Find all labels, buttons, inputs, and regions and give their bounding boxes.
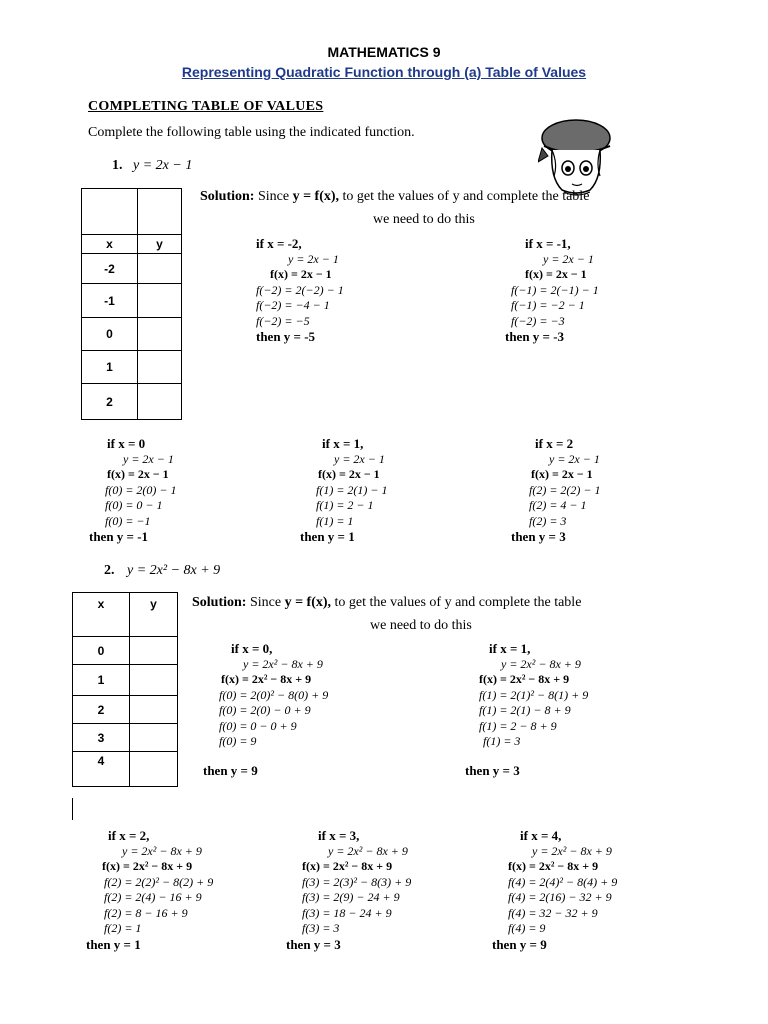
step-line: f(0) = −1	[105, 513, 151, 528]
step-line: f(2) = 4 − 1	[529, 498, 587, 512]
table-cell-x: 4	[73, 752, 130, 787]
step-line: f(3) = 2(3)² − 8(3) + 9	[302, 874, 412, 889]
problem1-step-block	[505, 236, 599, 345]
table-header-y: y	[138, 235, 182, 254]
problem2-step-block	[203, 641, 328, 778]
solution-text: to get the values of y and complete the table	[342, 189, 590, 204]
step-line: y = 2x² − 8x + 9	[501, 656, 581, 671]
step-result: then y = 1	[86, 936, 141, 952]
solution-label: Solution:	[192, 595, 247, 610]
step-line: f(0) = 0 − 1	[105, 498, 163, 512]
table-cell-y	[130, 637, 178, 665]
step-line: f(x) = 2x² − 8x + 9	[302, 859, 393, 873]
table-cell-y	[130, 752, 178, 787]
step-line: y = 2x² − 8x + 9	[532, 843, 612, 858]
instruction-text: Complete the following table using the indicated function.	[88, 125, 415, 140]
step-line: y = 2x − 1	[334, 451, 385, 466]
solution-text: Since	[257, 189, 290, 204]
problem1-label: 1.	[112, 158, 123, 173]
step-line: f(2) = 2(2) − 1	[529, 482, 601, 497]
problem1-step-block	[89, 436, 177, 545]
table-cell-x: 2	[73, 696, 130, 724]
problem2-step-block	[86, 828, 213, 952]
table-cell-y	[138, 384, 182, 420]
solution-equation: y = f(x),	[292, 189, 340, 204]
document-title: MATHEMATICS 9	[327, 44, 441, 60]
girl-with-hat-illustration	[538, 116, 616, 198]
table-cell-x: 2	[82, 384, 138, 420]
step-line: f(0) = 2(0) − 1	[105, 482, 177, 497]
step-line: y = 2x − 1	[549, 451, 600, 466]
problem2-value-table	[72, 592, 178, 787]
step-line: f(3) = 3	[302, 921, 340, 935]
table-cell-y	[130, 696, 178, 724]
step-line: f(x) = 2x − 1	[525, 267, 587, 281]
step-line: f(1) = 2 − 8 + 9	[479, 718, 557, 733]
step-condition: if x = 1,	[322, 436, 364, 451]
step-condition: if x = 1,	[489, 641, 531, 656]
step-result: then y = -3	[505, 329, 565, 344]
step-line: f(3) = 18 − 24 + 9	[302, 905, 392, 920]
step-condition: if x = 2	[535, 436, 574, 451]
problem1-solution-intro	[200, 189, 589, 205]
solution-label: Solution:	[200, 189, 255, 204]
step-line: f(4) = 2(16) − 32 + 9	[508, 890, 612, 904]
step-result: then y = 3	[465, 762, 520, 778]
table-cell-x: -1	[82, 284, 138, 318]
problem2-solution-intro-2: we need to do this	[370, 618, 472, 633]
step-line: f(2) = 8 − 16 + 9	[104, 905, 188, 920]
step-result: then y = -1	[89, 529, 149, 544]
step-line: f(0) = 9	[219, 734, 257, 748]
problem1-step-block	[256, 236, 344, 345]
solution-text: Since	[249, 595, 282, 610]
problem1-function: y = 2x − 1	[133, 158, 193, 173]
problem1-step-block	[511, 436, 601, 545]
step-line: y = 2x − 1	[288, 251, 339, 266]
step-line: y = 2x² − 8x + 9	[243, 656, 323, 671]
step-line: f(x) = 2x² − 8x + 9	[508, 859, 599, 873]
step-line: f(−2) = 2(−2) − 1	[256, 282, 344, 297]
step-line: y = 2x − 1	[123, 451, 174, 466]
step-line: f(3) = 2(9) − 24 + 9	[302, 890, 400, 904]
problem2-function: y = 2x² − 8x + 9	[127, 563, 221, 578]
step-line: y = 2x² − 8x + 9	[122, 843, 202, 858]
step-result: then y = 9	[492, 936, 547, 952]
table-cell-y	[138, 254, 182, 284]
step-line: y = 2x − 1	[543, 251, 594, 266]
step-line: f(2) = 2(2)² − 8(2) + 9	[104, 874, 214, 889]
document-subtitle: Representing Quadratic Function through (a) Table of Values	[181, 64, 587, 80]
step-result: then y = 3	[511, 529, 566, 544]
step-line: f(0) = 0 − 0 + 9	[219, 718, 297, 733]
step-line: f(−1) = −2 − 1	[511, 298, 585, 312]
table-cell-y	[138, 284, 182, 318]
step-condition: if x = 0	[107, 436, 146, 451]
step-line: f(x) = 2x² − 8x + 9	[221, 672, 312, 686]
step-condition: if x = 3,	[318, 828, 360, 843]
section-heading: COMPLETING TABLE OF VALUES	[88, 99, 324, 114]
step-line: f(x) = 2x² − 8x + 9	[102, 859, 193, 873]
step-line: f(2) = 2(4) − 16 + 9	[104, 890, 202, 904]
step-line: f(2) = 1	[104, 921, 142, 935]
step-line: f(2) = 3	[529, 513, 567, 528]
problem2-step-block	[465, 641, 588, 778]
table-cell-x: 0	[73, 637, 130, 665]
step-result: then y = 9	[203, 762, 258, 778]
step-line: f(x) = 2x − 1	[531, 467, 593, 481]
step-line: f(−1) = 2(−1) − 1	[511, 282, 599, 297]
table-header-x: x	[73, 593, 130, 637]
table-header-y: y	[130, 593, 178, 637]
step-line: f(4) = 9	[508, 921, 546, 935]
problem1-solution-intro-2: we need to do this	[373, 212, 475, 227]
step-line: f(x) = 2x − 1	[318, 467, 380, 481]
table-cell-y	[138, 318, 182, 351]
table-cell-x: 1	[82, 351, 138, 384]
step-line: f(1) = 3	[483, 734, 521, 748]
step-line: f(−2) = −5	[256, 313, 310, 328]
step-condition: if x = -2,	[256, 236, 302, 251]
step-condition: if x = 2,	[108, 828, 150, 843]
problem1-value-table	[81, 188, 182, 420]
step-result: then y = 1	[300, 529, 355, 544]
step-line: f(−2) = −3	[511, 313, 565, 328]
table-cell-x: -2	[82, 254, 138, 284]
step-line: y = 2x² − 8x + 9	[328, 843, 408, 858]
step-line: f(1) = 1	[316, 513, 354, 528]
step-line: f(0) = 2(0) − 0 + 9	[219, 703, 311, 717]
step-condition: if x = 4,	[520, 828, 562, 843]
problem2-step-block	[492, 828, 617, 952]
step-line: f(x) = 2x² − 8x + 9	[479, 672, 570, 686]
solution-text: to get the values of y and complete the table	[334, 595, 582, 610]
problem2-label: 2.	[104, 563, 115, 578]
step-line: f(4) = 2(4)² − 8(4) + 9	[508, 874, 618, 889]
step-condition: if x = -1,	[525, 236, 571, 251]
table-header-x: x	[82, 235, 138, 254]
step-result: then y = -5	[256, 329, 316, 344]
step-result: then y = 3	[286, 936, 341, 952]
table-cell-y	[130, 724, 178, 752]
table-cell-x: 0	[82, 318, 138, 351]
step-line: f(0) = 2(0)² − 8(0) + 9	[219, 687, 329, 702]
problem2-solution-intro	[192, 595, 581, 611]
table-cell-x: 1	[73, 665, 130, 696]
step-line: f(1) = 2(1) − 1	[316, 482, 388, 497]
solution-equation: y = f(x),	[284, 595, 332, 610]
step-line: f(x) = 2x − 1	[107, 467, 169, 481]
step-line: f(1) = 2 − 1	[316, 498, 374, 512]
step-condition: if x = 0,	[231, 641, 273, 656]
table-cell-y	[138, 351, 182, 384]
table-edge-line	[72, 798, 73, 820]
problem1-step-block	[300, 436, 388, 545]
step-line: f(x) = 2x − 1	[270, 267, 332, 281]
step-line: f(4) = 32 − 32 + 9	[508, 905, 598, 920]
step-line: f(1) = 2(1)² − 8(1) + 9	[479, 687, 589, 702]
table-cell-x: 3	[73, 724, 130, 752]
table-cell-y	[130, 665, 178, 696]
step-line: f(−2) = −4 − 1	[256, 298, 330, 312]
problem2-step-block	[286, 828, 411, 952]
step-line: f(1) = 2(1) − 8 + 9	[479, 703, 571, 717]
